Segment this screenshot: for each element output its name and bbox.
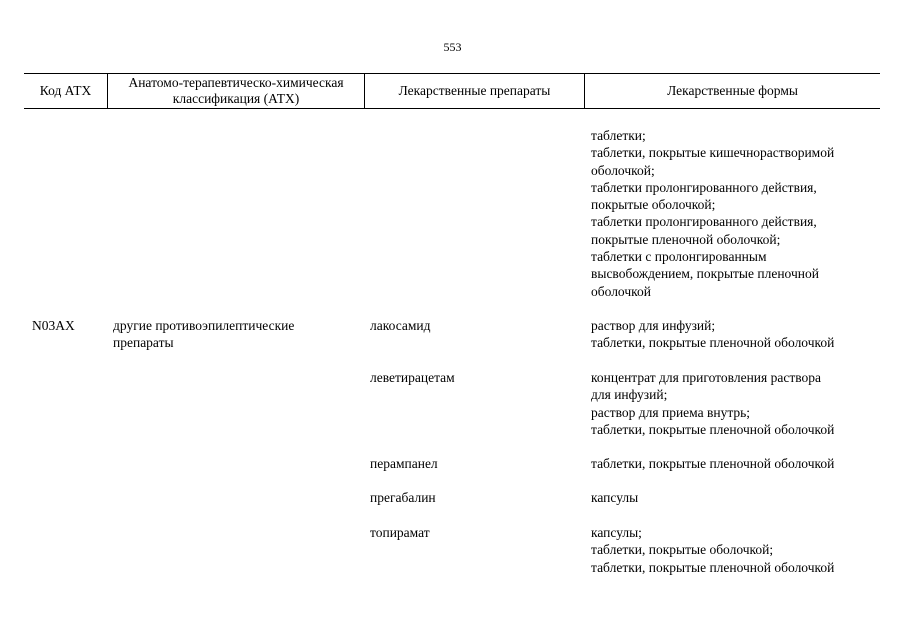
header-atc-classification: Анатомо-терапевтическо-химическая классификация (АТХ) [128,74,344,106]
drug-name: прегабалин [370,490,436,505]
header-drugs: Лекарственные препараты [398,82,551,98]
continued-dosage-forms: таблетки; таблетки, покрытые кишечнорастворимой оболочкой; таблетки пролонгированного действия, покрытые оболочкой; таблетки пролонгированного действия, покрытые пленочной оболочкой; таблетки с пролонгированным высвобождением, покрытые пленочной оболочкой [591,128,835,299]
header-dosage-forms: Лекарственные формы [667,82,798,98]
drug-name: топирамат [370,525,430,540]
atc-classification-cell: другие противоэпилептические препараты [113,318,295,351]
dosage-forms: концентрат для приготовления раствора для инфузий; раствор для приема внутрь; таблетки, покрытые пленочной оболочкой [591,370,835,437]
header-atc-code: Код АТХ [39,82,92,98]
drug-name: лакосамид [370,318,431,333]
header-bottom-rule [24,108,880,109]
dosage-forms: раствор для инфузий; таблетки, покрытые пленочной оболочкой [591,318,835,351]
page-number: 553 [443,40,462,54]
dosage-forms: таблетки, покрытые пленочной оболочкой [591,456,835,471]
dosage-forms: капсулы [591,490,639,505]
atc-code-cell: N03AX [32,318,75,333]
dosage-forms: капсулы; таблетки, покрытые оболочкой; таблетки, покрытые пленочной оболочкой [591,525,835,575]
drug-name: перампанел [370,456,438,471]
drug-name: леветирацетам [370,370,455,385]
